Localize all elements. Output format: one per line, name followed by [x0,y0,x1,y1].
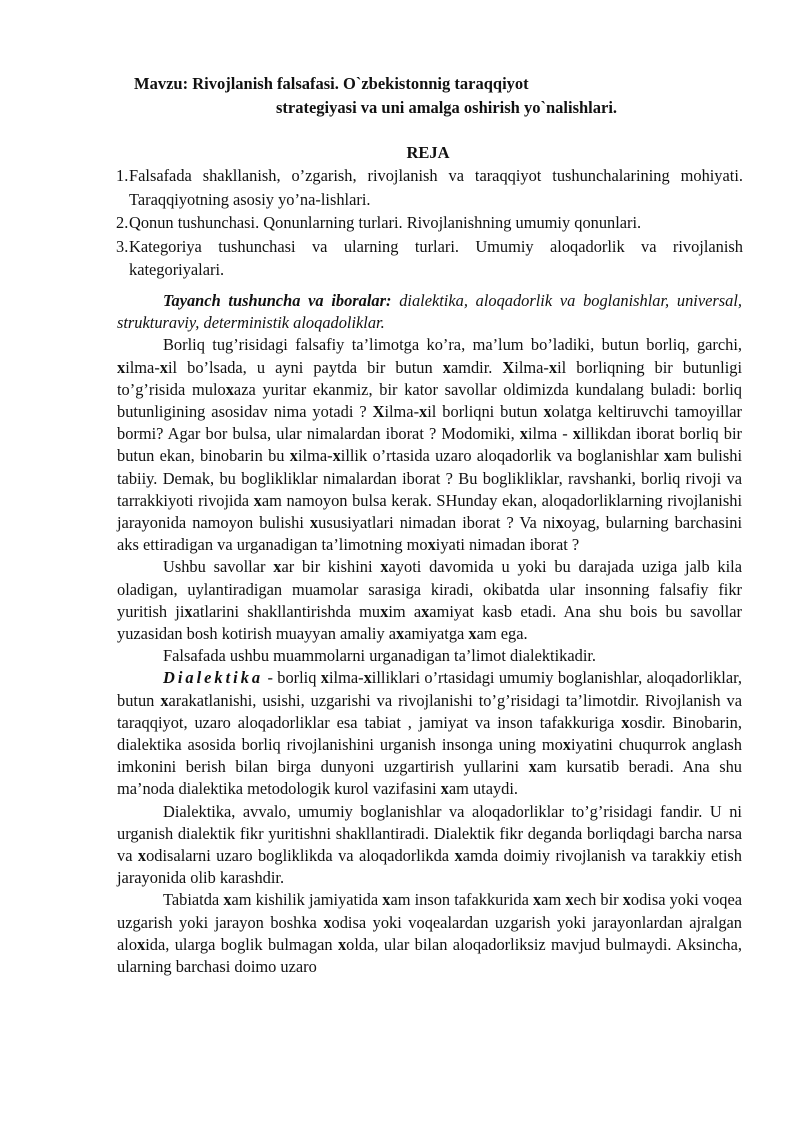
plan-heading: REJA [406,143,450,162]
plan-list [117,164,743,282]
plan-item-number: 3. [116,236,129,256]
plan-item-text: Falsafada shakllanish, o’zgarish, rivojlanish va taraqqiyot tushunchalarining mohiyati. Taraqqiyotning asosiy yo’na-lishlari. [129,166,743,209]
plan-item [117,211,743,235]
paragraph: Dialektika, avvalo, umumiy boglanishlar va aloqadorliklar to’g’risidagi fandir. U ni urganish dialektik fikr yuritishni shakllantiradi. Dialektik fikr deganda borliqdagi barcha narsa va xodisalarni uzaro bogliklikda va aloqadorlikda xamda doimiy rivojlanish va tarakkiy etish jarayonida olib karashdir. [117,801,742,888]
plan-item-number: 2. [116,213,129,232]
topic-title-line-2: strategiyasi va uni amalga oshirish yo`nalishlari. [276,98,618,117]
dialectics-term: Dialektika [163,668,264,688]
plan-item-text: Kategoriya tushunchasi va ularning turlari. Umumiy aloqadorlik va rivojlanish kategoriyalari. [129,236,743,279]
dialectics-definition-text: - borliq xilma-xilliklari o’rtasidagi umumiy boglanishlar, aloqadorliklar, butun xarakatlanishi, usishi, uzgarishi va rivojlanishi to’g’risidagi ta’limotdir. Rivojlanish va taraqqiyot, uzaro aloqadorliklar esa tabiat , jamiyat va inson tafakkuriga xosdir. Binobarin, dialektika asosida borliq rivojlanishini urganish insonga uning moxiyatini chuqurrok anglash imkonini berish bilan birga dunyoni uzgartirish yullarini xam kursatib beradi. Ana shu ma’noda dialektika metodologik kurol vazifasini xam utaydi. [117,668,743,799]
plan-item-number: 1. [116,166,129,185]
plan-item [117,164,743,211]
plan-item [117,235,743,282]
body-text [117,290,742,978]
paragraph: Borliq tug’risidagi falsafiy ta’limotga ko’ra, ma’lum bo’ladiki, butun borliq, garchi, xilma-xil bo’lsada, u ayni paytda bir butun xamdir. Xilma-xil borliqning bir butunligi to’g’risida muloxaza yuritar ekanmiz, bir kator savollar oldimizda kundalang buladi: borliq butunligining asosidav nima yotadi ? Xilma-xil borliqni butun xolatga keltiruvchi tamoyillar bormi? Agar bor bulsa, ular nimalardan iborat ? Modomiki, xilma - xillikdan iborat borliq bir butun ekan, binobarin bu xilma-xillik o’rtasida uzaro aloqadorlik va boglanishlar xam bulishi tabiiy. Demak, bu boglikliklar nimalardan iborat ? Bu boglikliklar, ravshanki, borliq rivoji va tarrakkiyoti rivojida xam namoyon bulsa kerak. SHunday ekan, aloqadorliklarning rivojlanishi jarayonida namoyon bulishi xususiyatlari nimadan iborat ? Va nixoyag, bularning barchasini aks ettiradigan va urganadigan ta’limotning moxiyati nimadan iborat ? [117,335,743,555]
keywords-label: Tayanch tushuncha va iboralar: [163,291,392,310]
keywords-text: dialektika, aloqadorlik va boglanishlar, universal, strukturaviy, deterministik aloqadoliklar. [117,291,742,333]
paragraph: Ushbu savollar xar bir kishini xayoti davomida u yoki bu darajada uziga jalb kila oladigan, uylantiradigan muamolar sarasiga kiradi, okibatda ular insonning falsafiy fikr yuritish jixatlarini shakllantirishda muxim axamiyat kasb etadi. Ana shu bois bu savollar yuzasidan bosh kotirish muayyan amaliy axamiyatga xam ega. [117,557,742,644]
topic-title-line-1: Mavzu: Rivojlanish falsafasi. O`zbekistonnig taraqqiyot [134,74,529,93]
paragraph: Falsafada ushbu muammolarni urganadigan ta’limot dialektikadir. [163,646,597,666]
dialectics-definition-paragraph [117,667,742,800]
plan-item-text: Qonun tushunchasi. Qonunlarning turlari. Rivojlanishning umumiy qonunlari. [129,213,642,232]
paragraph: Tabiatda xam kishilik jamiyatida xam inson tafakkurida xam xech bir xodisa yoki voqea uzgarish yoki jarayon boshka xodisa yoki voqealardan uzgarish yoki jarayonlardan ajralgan aloxida, ularga boglik bulmagan xolda, ular bilan aloqadorliksiz mavjud bulmaydi. Aksincha, ularning barchasi doimo uzaro [117,890,743,977]
keywords-paragraph [117,290,742,334]
